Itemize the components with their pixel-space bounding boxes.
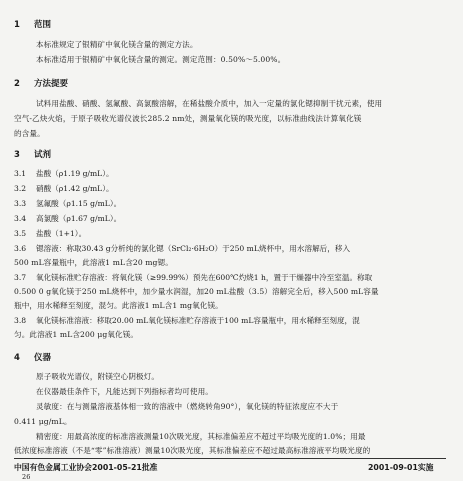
paragraph: 本标准规定了银精矿中氧化镁含量的测定方法。 bbox=[36, 40, 198, 49]
footer-rule bbox=[14, 458, 446, 459]
implementation-date: 2001-09-01实施 bbox=[368, 463, 434, 472]
paragraph-line: 0.411 μg/mL。 bbox=[14, 417, 72, 426]
list-item: 3.7 氧化镁标准贮存溶液：将氧化镁（≥99.99%）预先在600℃灼烧1 h，置于干燥器中冷至室温。称取 bbox=[14, 273, 373, 282]
paragraph: 本标准适用于银精矿中氧化镁含量的测定。测定范围：0.50%～5.00%。 bbox=[36, 55, 286, 64]
paragraph-line: 试料用盐酸、硝酸、氢氟酸、高氯酸溶解，在稀盐酸介质中，加入一定量的氯化锶抑制干扰元素，使用 bbox=[36, 99, 383, 108]
list-item: 3.1 盐酸（ρ1.19 g/mL）。 bbox=[14, 169, 114, 178]
paragraph: 原子吸收光谱仪，附镁空心阴极灯。 bbox=[36, 372, 160, 381]
section-heading-1: 1 范围 bbox=[14, 20, 52, 30]
section-heading-3: 3 试剂 bbox=[14, 150, 52, 160]
paragraph-line: 空气-乙炔火焰，于原子吸收光谱仪波长285.2 nm处，测量氧化镁的吸光度，以标准曲线法计算氧化镁 bbox=[14, 114, 362, 123]
list-item: 3.8 氧化镁标准溶液：移取20.00 mL氧化镁标准贮存溶液于100 mL容量瓶中，用水稀释至刻度，混 bbox=[14, 316, 360, 325]
list-item-continuation: 瓶中，用水稀释至刻度，混匀。此溶液1 mL含1 mg氧化镁。 bbox=[14, 301, 223, 310]
paragraph-line: 低浓度标准溶液（不是“零”标准溶液）测量10次吸光度，其标准偏差应不超过最高标准溶液平均吸光度的 bbox=[14, 446, 371, 455]
page-number: 26 bbox=[22, 473, 31, 481]
list-item: 3.4 高氯酸（ρ1.67 g/mL）。 bbox=[14, 214, 122, 223]
list-item-continuation: 匀。此溶液1 mL含200 μg氧化镁。 bbox=[14, 330, 139, 339]
list-item: 3.6 锶溶液：称取30.43 g分析纯的氯化锶（SrCl₂·6H₂O）于250 mL烧杯中，用水溶解后，移入 bbox=[14, 244, 351, 253]
section-heading-2: 2 方法提要 bbox=[14, 79, 69, 89]
list-item-continuation: 0.500 0 g氧化镁于250 mL烧杯中，加少量水润湿，加20 mL盐酸（3.5）溶解完全后，移入500 mL容量 bbox=[14, 287, 379, 296]
paragraph-line: 灵敏度：在与测量溶液基体相一致的溶液中（燃烧转角90°），氧化镁的特征浓度应不大于 bbox=[36, 402, 339, 411]
list-item: 3.5 盐酸（1+1）。 bbox=[14, 229, 87, 238]
paragraph-line: 精密度：用最高浓度的标准溶液测量10次吸光度，其标准偏差应不超过平均吸光度的1.0%；用最 bbox=[36, 432, 366, 441]
list-item-continuation: 500 mL容量瓶中，此溶液1 mL含20 mg锶。 bbox=[14, 258, 173, 267]
paragraph: 在仪器最佳条件下，凡能达到下列指标者均可使用。 bbox=[36, 387, 213, 396]
list-item: 3.2 硝酸（ρ1.42 g/mL）。 bbox=[14, 184, 114, 193]
list-item: 3.3 氢氟酸（ρ1.15 g/mL）。 bbox=[14, 199, 122, 208]
paragraph-line: 的含量。 bbox=[14, 129, 45, 138]
approval-date: 中国有色金属工业协会2001-05-21批准 bbox=[14, 463, 158, 472]
section-heading-4: 4 仪器 bbox=[14, 353, 52, 363]
